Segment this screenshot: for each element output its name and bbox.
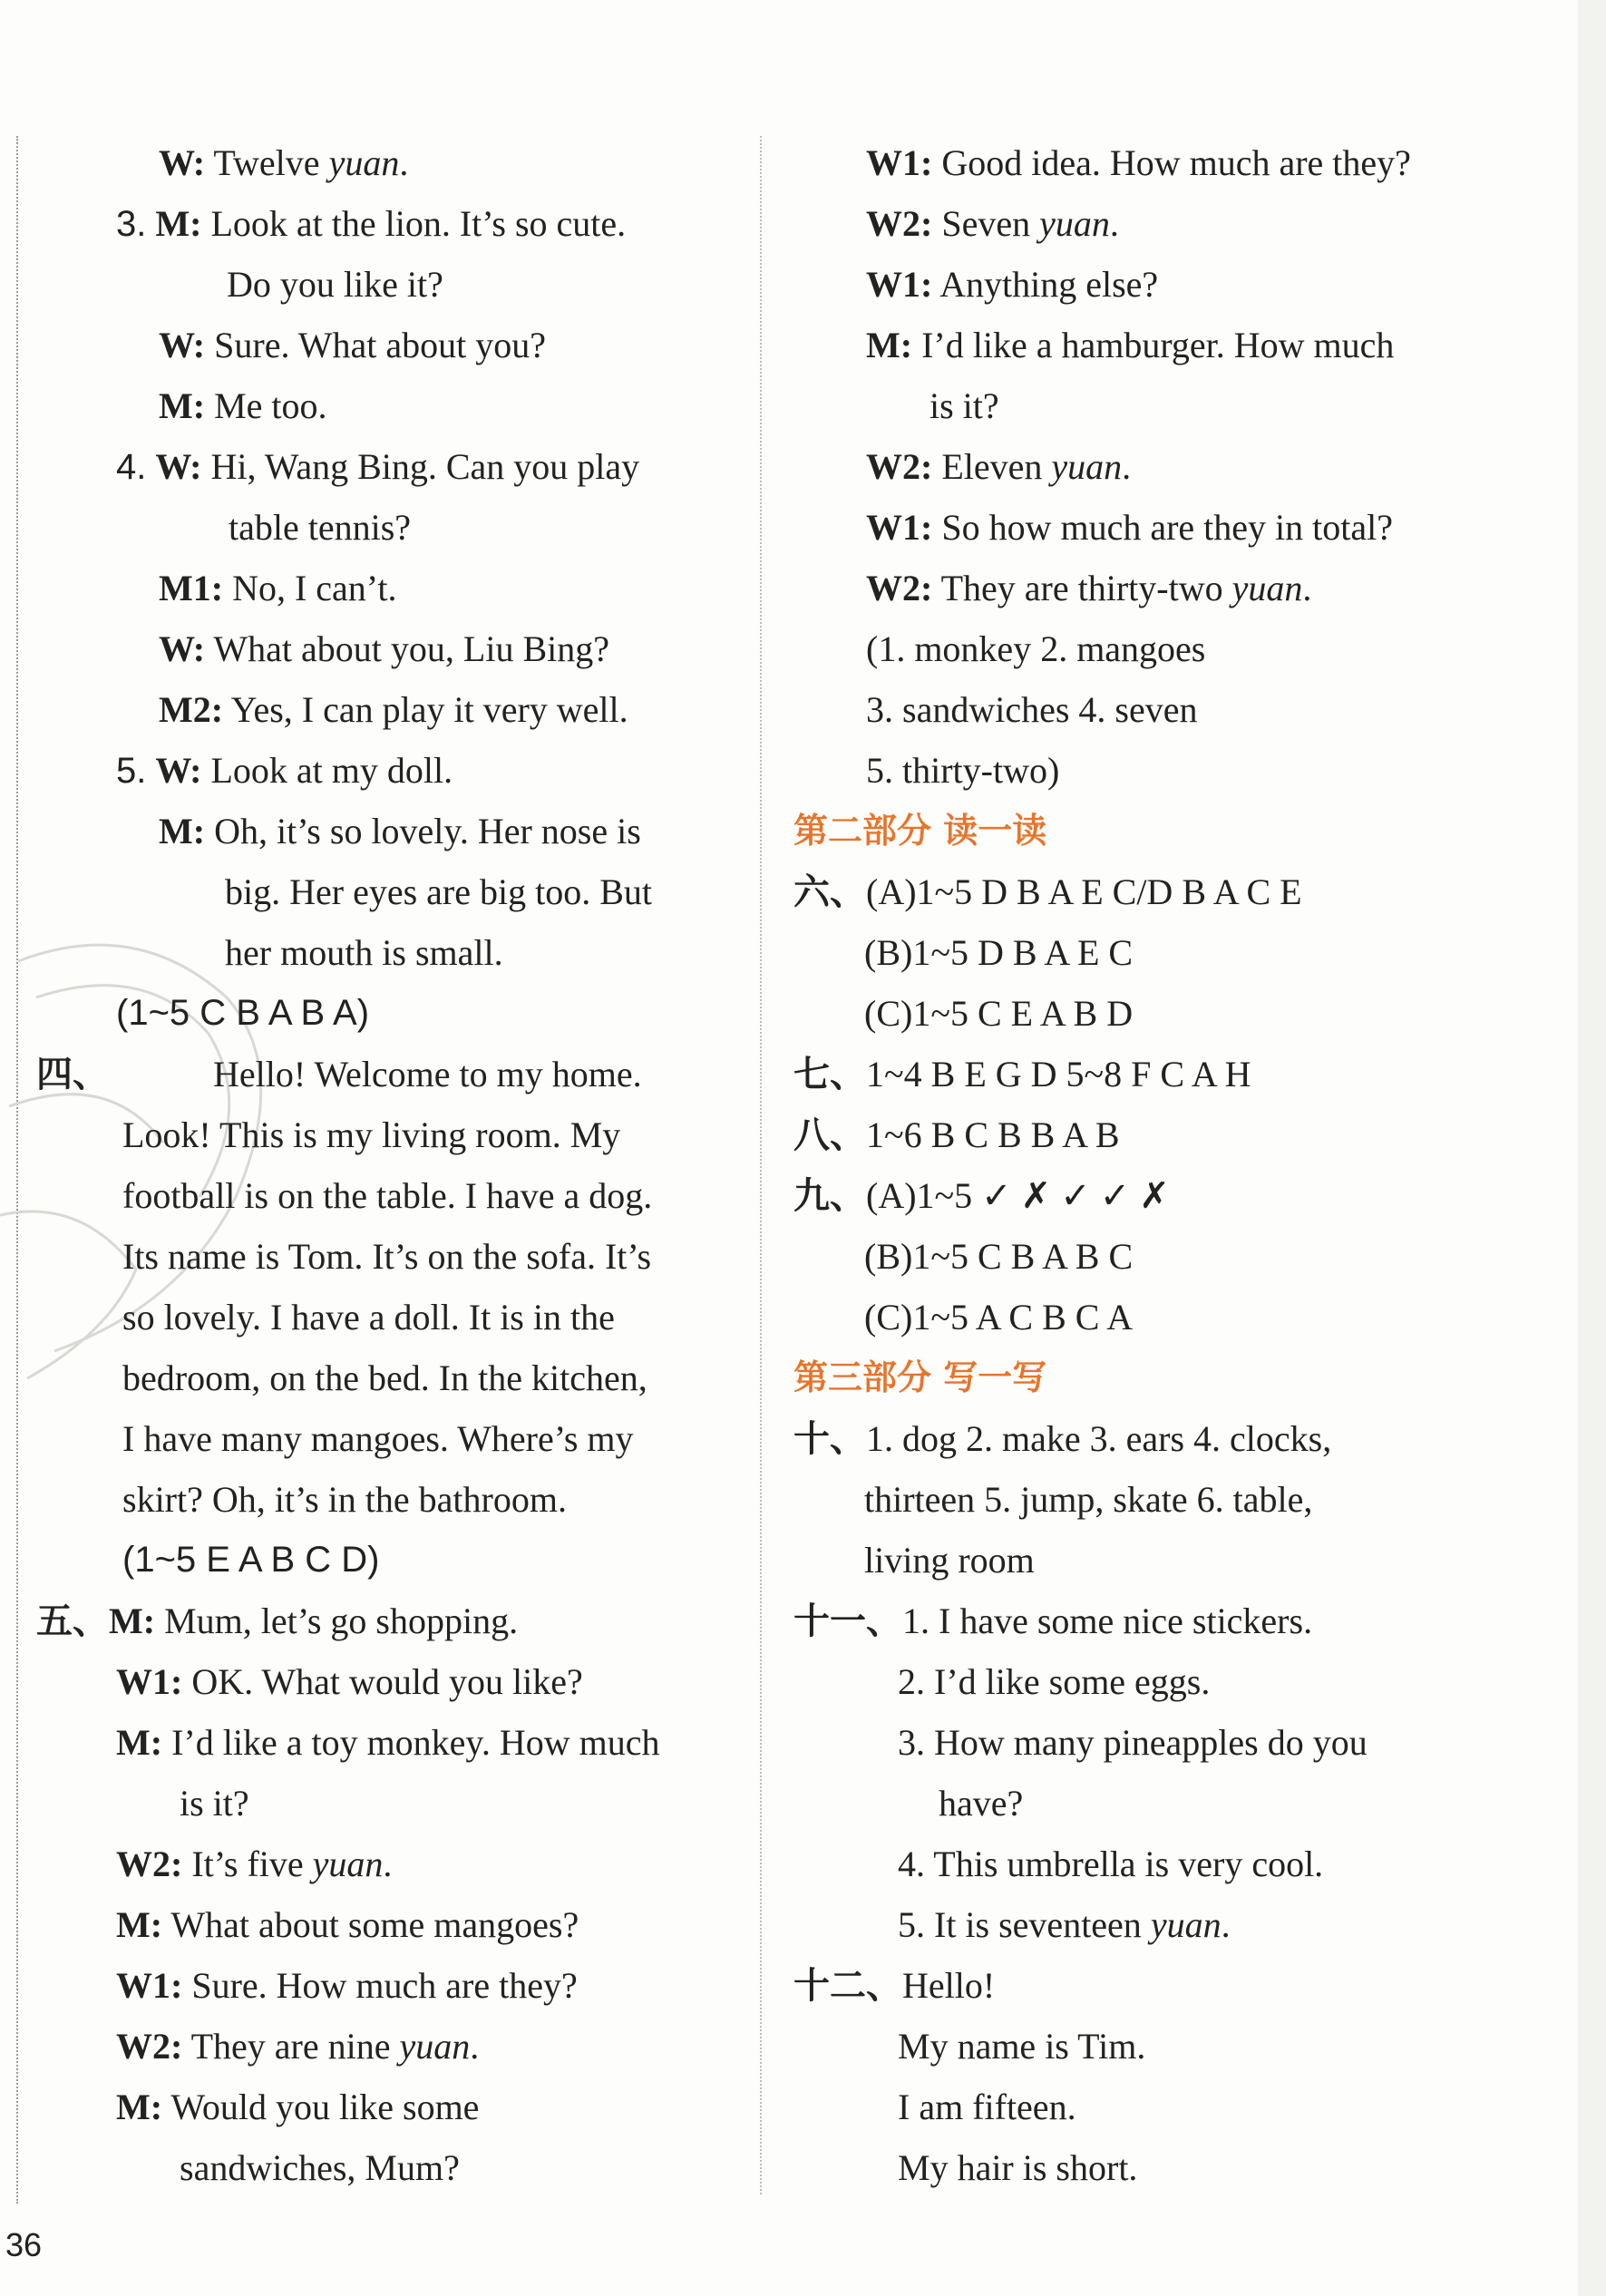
dialogue-line (36, 1712, 753, 1773)
speaker-label: M: (116, 2087, 163, 2127)
line-text: table tennis? (229, 507, 412, 548)
punctuation: . (1302, 568, 1312, 608)
answer-text: (1~5 E A B C D) (122, 1540, 380, 1580)
passage-line (36, 1347, 753, 1408)
speaker-label: W1: (866, 142, 933, 183)
speaker-label: W2: (866, 203, 933, 244)
dialogue-line (36, 254, 753, 315)
answer-line (793, 922, 1519, 983)
dialogue-line (793, 193, 1519, 254)
dialogue-line (36, 132, 753, 193)
answer-text: (A)1~5 ✓ ✗ ✓ ✓ ✗ (866, 1175, 1170, 1216)
answer-text: (B)1~5 D B A E C (864, 932, 1134, 973)
answer-text: 5. It is seventeen (898, 1904, 1151, 1945)
answer-text: thirteen 5. jump, skate 6. table, (864, 1479, 1313, 1520)
line-text: They are thirty-two (932, 568, 1232, 608)
item-number: 4. (116, 447, 147, 487)
italic-text: yuan (1150, 1904, 1222, 1945)
speaker-label: W1: (116, 1661, 183, 1702)
line-text: big. Her eyes are big too. But (225, 871, 652, 912)
answer-line (793, 1469, 1519, 1530)
passage-line (36, 1044, 753, 1104)
answer-text: Hello! (902, 1965, 996, 2006)
line-text: Look at the lion. It’s so cute. (201, 203, 627, 244)
answer-line (793, 679, 1519, 740)
item-number: 5. (116, 751, 147, 791)
italic-text: yuan (1051, 446, 1123, 487)
dialogue-line (36, 497, 753, 558)
dialogue-line (36, 1591, 753, 1651)
section-number: 六、 (793, 871, 866, 913)
line-text: So how much are they in total? (932, 507, 1393, 548)
section-number: 九、 (793, 1175, 866, 1217)
speaker-label: W: (159, 325, 206, 365)
dialogue-line (36, 315, 753, 375)
passage-line (36, 1408, 753, 1469)
punctuation: . (399, 142, 409, 183)
italic-text: yuan (328, 142, 400, 183)
speaker-label: W: (159, 142, 206, 183)
section-number: 十、 (793, 1418, 866, 1460)
passage-line (36, 1165, 753, 1226)
speaker-label: W1: (866, 507, 933, 548)
answer-text: 1. dog 2. make 3. ears 4. clocks, (866, 1418, 1332, 1459)
section-heading-part-three: 第三部分 写一写 (793, 1357, 1047, 1397)
passage-line (36, 1469, 753, 1530)
speaker-label: W2: (116, 1844, 183, 1884)
line-text: What about some mangoes? (162, 1904, 579, 1945)
line-text: Hi, Wang Bing. Can you play (201, 446, 640, 487)
dialogue-line (36, 193, 753, 254)
answer-line (793, 1530, 1519, 1591)
speaker-label: M: (116, 1904, 163, 1945)
answer-line (793, 2077, 1519, 2137)
line-text: skirt? Oh, it’s in the bathroom. (122, 1479, 567, 1520)
passage-line (36, 1104, 753, 1165)
line-text: Would you like some (162, 2087, 480, 2127)
answer-text: 3. How many pineapples do you (898, 1722, 1368, 1763)
line-text: They are nine (182, 2026, 400, 2067)
dialogue-line (36, 375, 753, 436)
line-text: Good idea. How much are they? (932, 142, 1411, 183)
answer-line (793, 2137, 1519, 2198)
section-number: 十一、 (793, 1600, 902, 1642)
punctuation: . (1122, 446, 1132, 487)
line-text: Seven (932, 203, 1040, 244)
answer-line (793, 1955, 1519, 2016)
answer-line (36, 1530, 753, 1591)
answer-line (793, 1773, 1519, 1834)
line-text: Sure. How much are they? (182, 1965, 578, 2006)
answer-text: My name is Tim. (898, 2026, 1146, 2067)
speaker-label: M: (866, 325, 913, 365)
answer-line (793, 1226, 1519, 1287)
line-text: Sure. What about you? (205, 325, 546, 365)
item-number: 3. (116, 204, 147, 244)
speaker-label: M: (159, 385, 206, 426)
answer-text: 3. sandwiches 4. seven (866, 689, 1198, 730)
answer-line (793, 1044, 1519, 1104)
answer-line (793, 983, 1519, 1044)
section-number: 四、 (36, 1054, 109, 1095)
answer-line (793, 1712, 1519, 1773)
binding-dotted-line (16, 136, 18, 2204)
line-text: football is on the table. I have a dog. (122, 1175, 653, 1216)
punctuation: . (470, 2026, 480, 2067)
speaker-label: M: (109, 1600, 156, 1641)
column-divider (760, 136, 762, 2194)
answer-text: have? (939, 1783, 1024, 1824)
line-text: It’s five (182, 1844, 313, 1884)
speaker-label: M1: (159, 568, 224, 608)
dialogue-line (36, 740, 753, 801)
answer-text: (B)1~5 C B A B C (864, 1236, 1134, 1277)
answer-line (793, 861, 1519, 922)
line-text: Me too. (205, 385, 327, 426)
section-number: 五、 (36, 1600, 109, 1642)
section-number: 十二、 (793, 1965, 902, 2007)
line-text: Twelve (205, 142, 329, 183)
answer-text: (A)1~5 D B A E C/D B A C E (866, 871, 1302, 912)
dialogue-line (36, 1773, 753, 1834)
answer-line (793, 1408, 1519, 1469)
dialogue-line (36, 922, 753, 983)
answer-text: I am fifteen. (898, 2087, 1076, 2127)
dialogue-line (36, 861, 753, 922)
punctuation: . (1109, 203, 1119, 244)
answer-text: (1~5 C B A B A) (116, 993, 370, 1033)
speaker-label: W1: (116, 1965, 183, 2006)
dialogue-line (793, 254, 1519, 315)
dialogue-line (36, 801, 753, 861)
answer-text: (1. monkey 2. mangoes (866, 628, 1206, 669)
speaker-label: W: (155, 750, 202, 791)
line-text: is it? (930, 385, 999, 426)
line-text: Yes, I can play it very well. (223, 689, 628, 730)
dialogue-line (36, 2137, 753, 2198)
speaker-label: W2: (866, 446, 933, 487)
dialogue-line (793, 558, 1519, 618)
speaker-label: W2: (866, 568, 933, 608)
answer-text: 5. thirty-two) (866, 750, 1060, 791)
line-text: bedroom, on the bed. In the kitchen, (122, 1357, 647, 1398)
answer-text: 1~6 B C B B A B (866, 1114, 1120, 1155)
left-column (36, 132, 753, 2198)
section-number: 七、 (793, 1054, 866, 1095)
answer-text: (C)1~5 A C B C A (864, 1297, 1134, 1338)
answer-line (36, 983, 753, 1044)
answer-line (793, 740, 1519, 801)
dialogue-line (793, 315, 1519, 375)
line-text: I have many mangoes. Where’s my (122, 1418, 634, 1459)
answer-text: (C)1~5 C E A B D (864, 993, 1134, 1034)
speaker-label: W: (159, 628, 206, 669)
line-text: No, I can’t. (223, 568, 397, 608)
line-text: her mouth is small. (225, 932, 503, 973)
line-text: is it? (180, 1783, 249, 1824)
italic-text: yuan (312, 1844, 384, 1884)
line-text: I’d like a hamburger. How much (912, 325, 1395, 365)
answer-line (793, 1834, 1519, 1894)
italic-text: yuan (399, 2026, 471, 2067)
section-heading-part-two: 第二部分 读一读 (793, 811, 1047, 851)
answer-text: 1. I have some nice stickers. (902, 1600, 1313, 1641)
speaker-label: M: (116, 1722, 163, 1763)
speaker-label: M2: (159, 689, 224, 730)
passage-line (36, 1226, 753, 1287)
dialogue-line (36, 436, 753, 497)
page-number: 36 (5, 2226, 43, 2263)
answer-line (793, 1894, 1519, 1955)
answer-text: My hair is short. (898, 2147, 1138, 2188)
answer-text: 1~4 B E G D 5~8 F C A H (866, 1054, 1251, 1094)
line-text: Look at my doll. (201, 750, 453, 791)
dialogue-line (36, 1894, 753, 1955)
punctuation: . (1221, 1904, 1231, 1945)
dialogue-line (36, 1651, 753, 1712)
answer-line (793, 1287, 1519, 1347)
answer-line (793, 1591, 1519, 1651)
answer-text: 4. This umbrella is very cool. (898, 1844, 1324, 1884)
dialogue-line (793, 132, 1519, 193)
answer-line (793, 618, 1519, 679)
answer-text: 2. I’d like some eggs. (898, 1661, 1211, 1702)
speaker-label: M: (159, 811, 206, 851)
line-text: OK. What would you like? (182, 1661, 583, 1702)
italic-text: yuan (1231, 568, 1303, 608)
line-text: Eleven (932, 446, 1052, 487)
dialogue-line (793, 497, 1519, 558)
dialogue-line (36, 618, 753, 679)
answer-line (793, 1104, 1519, 1165)
dialogue-line (36, 2016, 753, 2077)
answer-text: living room (864, 1540, 1035, 1581)
italic-text: yuan (1039, 203, 1110, 244)
line-text: so lovely. I have a doll. It is in the (122, 1297, 615, 1338)
line-text: Its name is Tom. It’s on the sofa. It’s (122, 1236, 652, 1277)
speaker-label: W1: (866, 264, 933, 305)
speaker-label: W2: (116, 2026, 183, 2067)
line-text: sandwiches, Mum? (180, 2147, 460, 2188)
passage-line (36, 1287, 753, 1347)
dialogue-line (36, 2077, 753, 2137)
right-column (793, 132, 1519, 2198)
dialogue-line (793, 436, 1519, 497)
dialogue-line (36, 1834, 753, 1894)
line-text: What about you, Liu Bing? (205, 628, 609, 669)
section-number: 八、 (793, 1114, 866, 1156)
speaker-label: M: (155, 203, 202, 244)
dialogue-line (36, 679, 753, 740)
line-text: Oh, it’s so lovely. Her nose is (205, 811, 641, 851)
line-text: Mum, let’s go shopping. (155, 1600, 519, 1641)
dialogue-line (36, 558, 753, 618)
punctuation: . (383, 1844, 393, 1884)
line-text: I’d like a toy monkey. How much (162, 1722, 660, 1763)
line-text: Hello! Welcome to my home. (213, 1054, 642, 1094)
line-text: Anything else? (932, 264, 1159, 305)
line-text: Do you like it? (227, 264, 443, 305)
speaker-label: W: (155, 446, 202, 487)
answer-line (793, 1651, 1519, 1712)
dialogue-line (793, 375, 1519, 436)
line-text: Look! This is my living room. My (122, 1114, 621, 1155)
answer-line (793, 1165, 1519, 1226)
dialogue-line (36, 1955, 753, 2016)
answer-line (793, 2016, 1519, 2077)
